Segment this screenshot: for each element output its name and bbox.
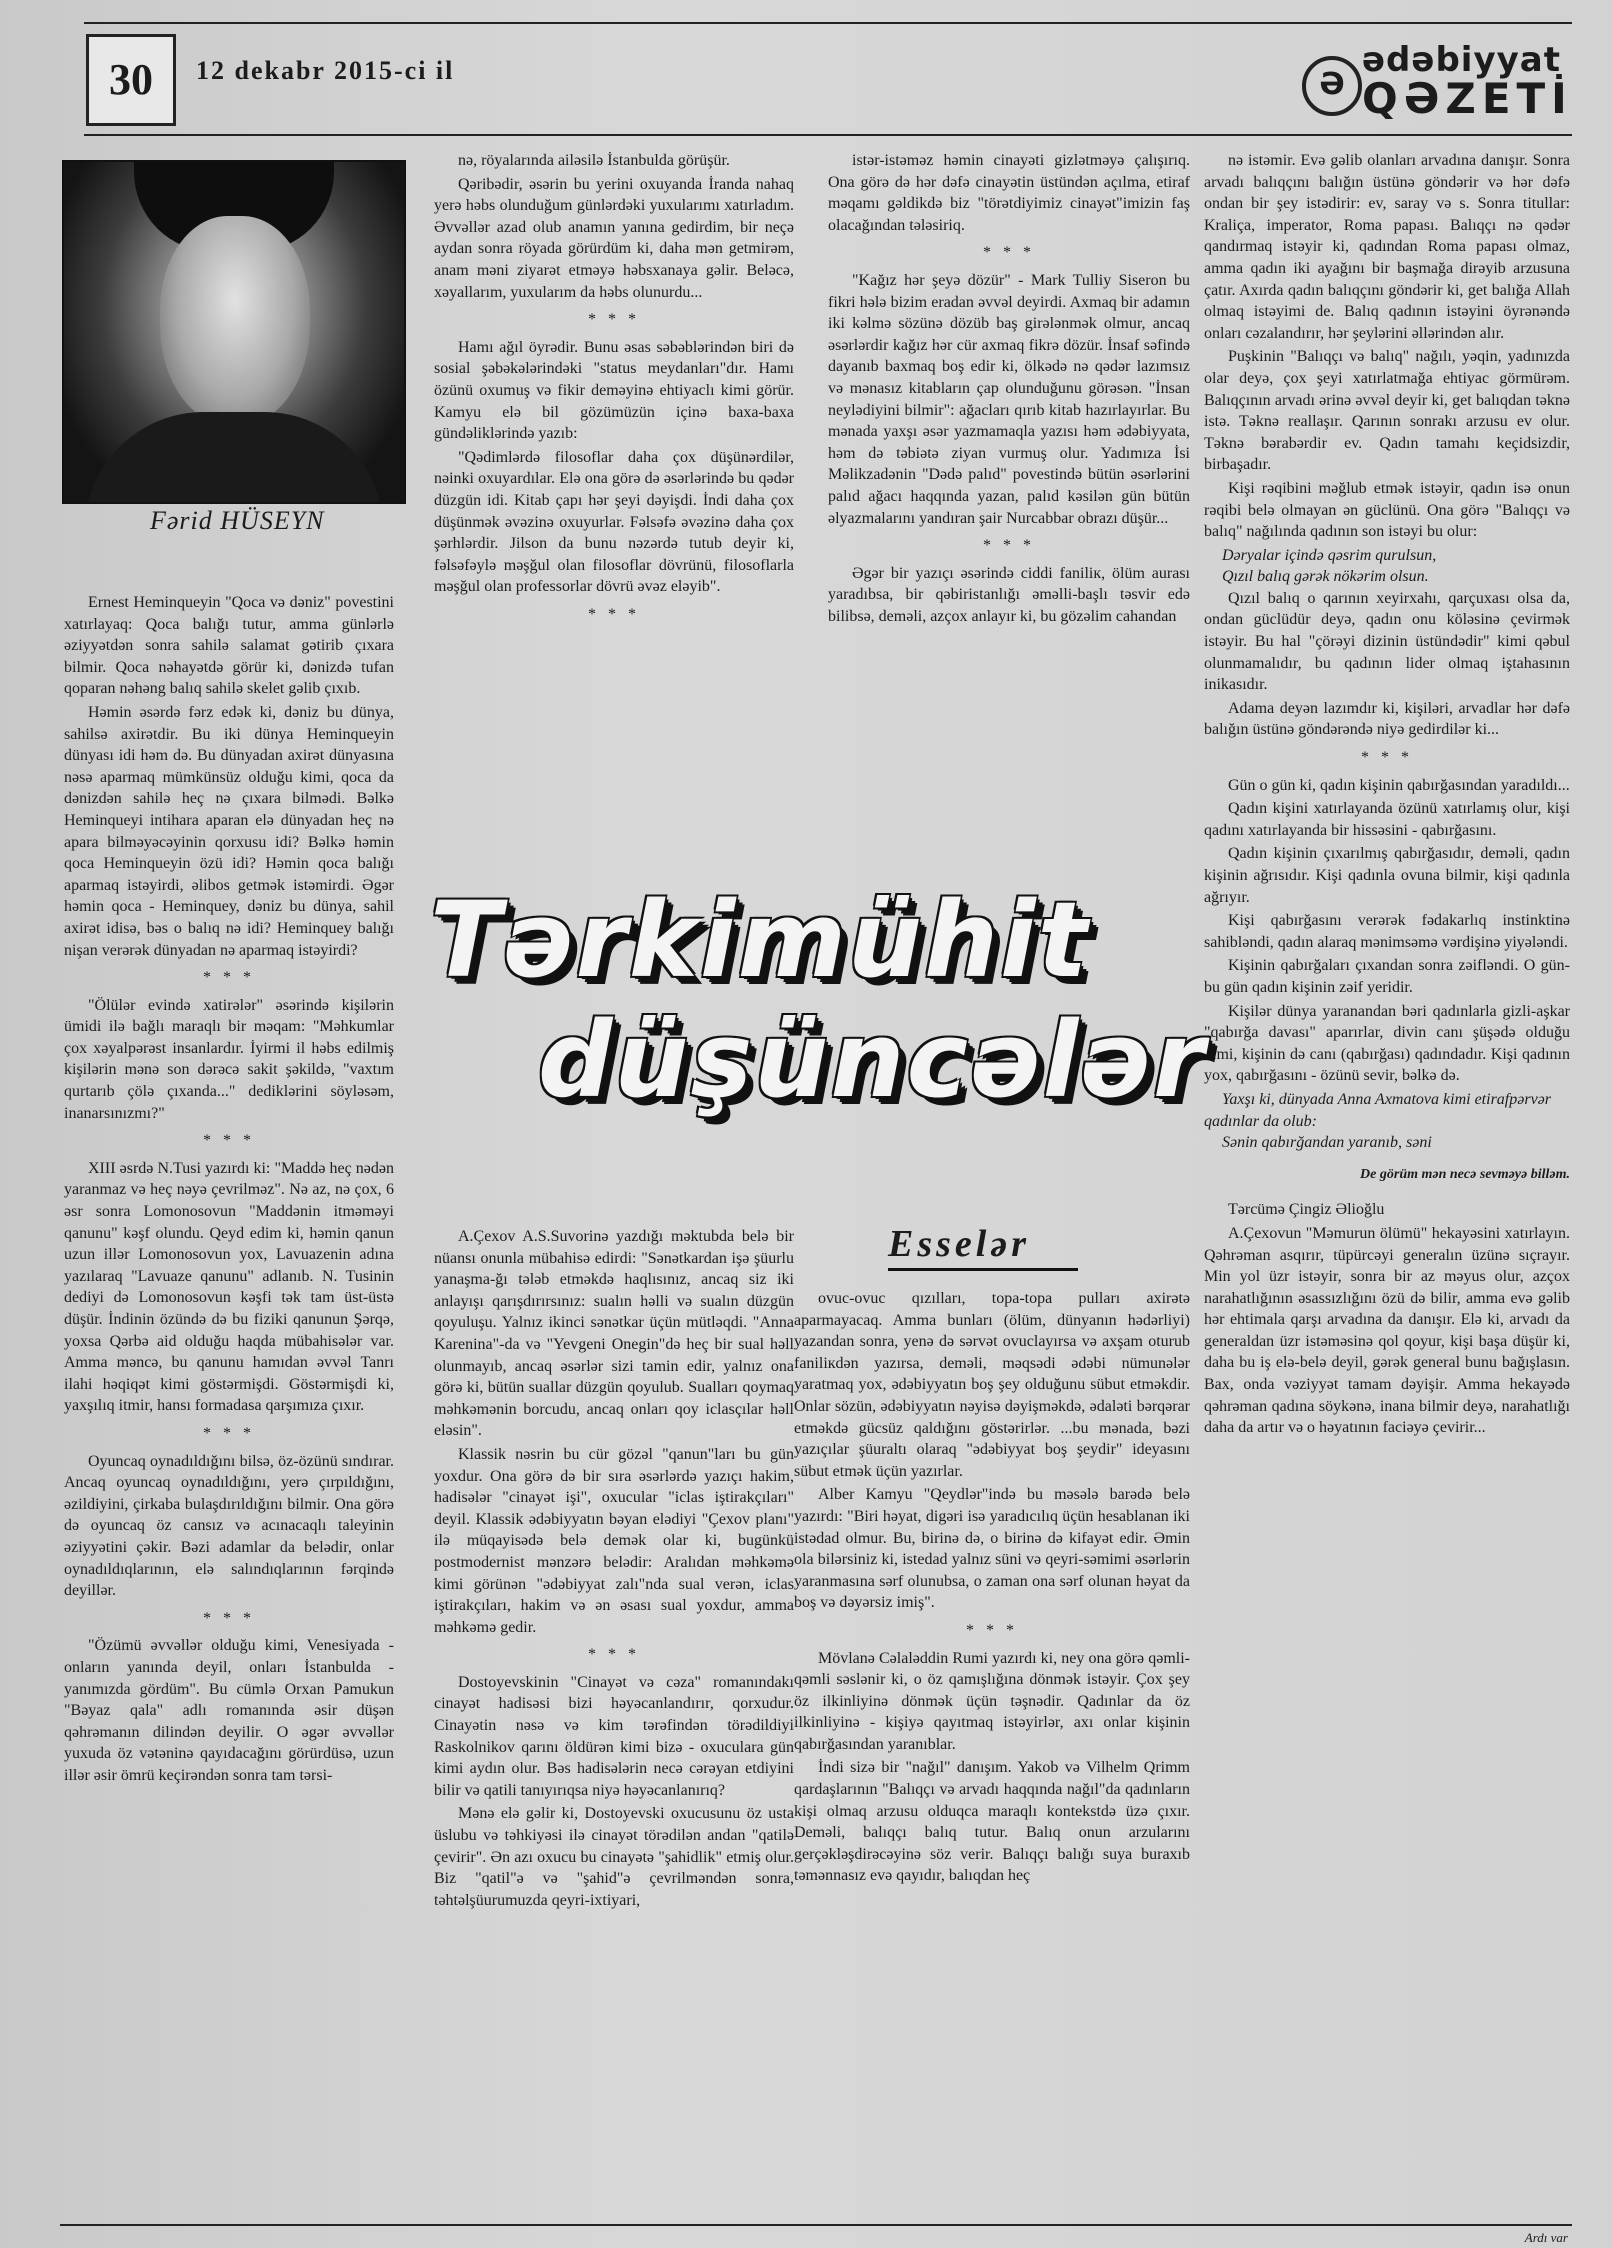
- section-separator: * * *: [1361, 749, 1413, 767]
- column-2-top: [434, 150, 794, 840]
- paragraph: nə, röyalarında ailəsilə İstanbulda görüşür.: [458, 152, 730, 169]
- section-separator: * * *: [983, 537, 1035, 555]
- paragraph: "Kağız hər şeyə dözür" - Mark Tulliy Siseron bu fikri hələ bizim eradan əvvəl deyirdi. Axmaq bir adamın iki kəlmə sözünə dözüb baş girələnmək olmur, ancaq əsərlərdir kağız hər cür axmaq fikrə dözür. İnsaf səfində dayanıb baxmaq boş edir ki, ölkədə nə qədər lazımsız və mənasız kitabların çap olunduğunu görəsən. "İnsan neylədiyini bilmir": ağacları qırıb kitab hazırlayırlar. Bu mənada yaxşı əsər yazmamaqla yazısı həm ədəbiyyata, həm də təbiətə ziyan vurmuş olur. Yadımıza İsi Məlikzadənin "Dədə palıd" povestində bütün əsərlərini palıd ağacı haqqında yazan, palıd kəsilən gün bütün əlyazmalarını yandıran şair Nurcabbar obrazı düşür...: [828, 271, 1190, 527]
- paragraph: "Ölülər evində xatirələr" əsərində kişilərin ümidi ilə bağlı maraqlı bir məqam: "Məhkumlar çox xəyalpərəst insanlardır. İyirmi il həbs edilmiş kişilərin mənə son dərəcə sakit şəkildə, "vaxtım qurtarıb çölə çıxanda..." dediklərini söyləsəm, inanarsınızmı?": [64, 996, 394, 1122]
- rubric-label: Esselər: [888, 1223, 1030, 1265]
- section-separator: * * *: [203, 969, 255, 987]
- column-2-bottom: [434, 1226, 794, 2216]
- paragraph: Ernest Heminqueyin "Qoca və dəniz" povestini xatırlayaq: Qoca balığı tutur, amma günlərlə əziyyətdən sonra sahilə salamat gətirib çıxara bilmir. Qoca nəhayətdə görür ki, dənizdə tufan qoparan nəhəng balıq sahilə skelet gəlib çıxıb.: [64, 594, 394, 698]
- paragraph: Qəribədir, əsərin bu yerini oxuyanda İranda nahaq yerə həbs olunduğum günlərdəki yuxularımı xatırladım. Əvvəllər azad olub anamın yanına gedirdim, bir neçə aydan sonra röyada görürdüm ki, daha mən getmirəm, anam məni ziyarət etməyə həbsxanaya gəlir. Beləcə, xəyallarım, yuxularım da həbs olunurdu...: [434, 175, 794, 301]
- paragraph: Tərcümə Çingiz Əlioğlu: [1228, 1201, 1385, 1219]
- section-separator: * * *: [203, 1609, 255, 1627]
- column-4: [1204, 150, 1570, 2215]
- paragraph: Qadın kişinin çıxarılmış qabırğasıdır, deməli, qadın kişinin ağrısıdır. Kişi qadınla ovuna bilmir, kişi qadınla ağrıyır.: [1204, 845, 1570, 906]
- paragraph: Dostoyevskinin "Cinayət və cəza" romanındakı cinayət hadisəsi bizi həyəcanlandırır, qorxudur. Cinayətin nəsə və kim tərəfindən törədildiyi Raskolnikov qarını öldürən kimi bizə - oxuculara gün kimi aydın olur. Bəs hadisələrin necə cərəyan etdiyini bilir və qatili tanıyırıqsa niyə həyəcanlanırıq?: [434, 1673, 794, 1799]
- paragraph: "Özümü əvvəllər olduğu kimi, Venesiyada - onların yanında deyil, onları İstanbulda - yanımızda gördüm". Bu cümlə Orxan Pamukun "Bəyaz qala" adlı romanında əsir düşən qəhrəmanın dilindən deyilir. O əgər əvvəllər yuxuda öz vətəninə qayıdacağını görürdüsə, uzun illər əsir ömrü keçirəndən sonra tam tərsi-: [64, 1637, 394, 1784]
- translation-credit: De görüm mən necə sevməyə billəm.: [1360, 1166, 1570, 1182]
- column-1: [64, 592, 394, 2217]
- section-separator: * * *: [588, 605, 640, 623]
- paragraph: Əgər bir yazıçı əsərində ciddi faniliк, ölüm aurası yaradıbsa, bir qəbiristanlığı əməlli-başlı təsvir edə bilibsə, deməli, azçox anlayır ki, bu gözəlim cahandan: [828, 564, 1190, 625]
- author-photo: [62, 160, 406, 504]
- paragraph: A.Çexovun "Məmurun ölümü" hekayəsini xatırlayın. Qəhrəman asqırır, tüpürcəyi generalın üzünə sıçrayır. Min yol üzr istəyir, sonra bir az məyus olur, azçox narahatlığının əsassızlığını özü də bilir, amma evə gəlib hər ehtimala qarşı arvadına da danışır. Elə ki, arvadı da generaldan üzr istəməsinə qol qoyur, kişi başa düşür ki, daha bu iş elə-belə deyil, gərək general bunu bağışlasın. Bax, onda vəziyyət tamam dəyişir. Amma hekayədə qəhrəman qadına söykənə, inana bilmir deyə, narahatlığı daha da artır və o həyatının faciəyə çevirir...: [1204, 1224, 1570, 1437]
- footer-rule: [60, 2224, 1572, 2226]
- paragraph: XIII əsrdə N.Tusi yazırdı ki: "Maddə heç nədən yaranmaz və heç nəyə çevrilməz". Nə az, nə çox, 6 əsr sonra Lomonosovun "Maddənin itməməyi qanunu" kəşf olundu. Qeyd edim ki, həmin qanun uzun illər Lomonosovun yox, Lavuazenin adına yazılaraq "Lavuaze qanunu" adlanıb. N. Tusinin dediyi də Lomonosovun kəşfi tək tam üst-üstə düşür. İndinin özündə də bu fiziki qanunun Şərqə, yoxsa Qərbə aid olduğu haqda mübahisələr var. Amma məncə, bu qanunu hamıdan əvvəl Tanrı ilahi həqiqət kimi göstərmişdi. Göstərmişdi ki, yaxşılıq itmir, hansı formadasa qarşımıza çıxır.: [64, 1159, 394, 1415]
- logo-top-text: ədəbiyyat: [1362, 40, 1561, 80]
- paragraph: Qızıl balıq o qarının xeyirxahı, qarçuxası olsa da, ondan güclüdür deyə, qadın onu köləsinə çevirmək istəyir. Bu hal "çörəyi dizinin üstündədir" kimi qəbul olunmamalıdır, bu qadının lider olmaq iştahasının inikasıdır.: [1204, 589, 1570, 694]
- paragraph: nə istəmir. Evə gəlib olanları arvadına danışır. Sonra arvadı balıqçını balığın üstünə göndərir və hər dəfə ondan bir şey istədirir: ev, saray və s. Sonra titullar: Kraliça, imperator, Roma papası. Balıqçı nə qədər qandırmaq istəyir ki, qadından Roma papası olmaz, amma qadın iki ayağını bir başmağa dirəyib arzusuna çatır. Axırda qadın balıqçını göndərir ki, get balığa Allah olmaq istəyimi de. Balıq qadının istəyini öyrənəndə onları cəzalandırır, hər şeylərini əllərindən alır.: [1204, 152, 1570, 342]
- section-separator: * * *: [966, 1621, 1018, 1639]
- paragraph: Qadın kişini xatırlayanda özünü xatırlamış olur, kişi qadını xatırlayanda bir hissəsini - qabırğasını.: [1204, 800, 1570, 839]
- photo-face: [160, 216, 310, 426]
- paragraph: Həmin əsərdə fərz edək ki, dəniz bu dünya, sahilsə axirətdir. Bu iki dünya Heminqueyin dünyası idi həm də. Bu dünyadan axirət dünyasına nəsə aparmaq mümkünsüz olduğu kimi, qoca da dənizdən sahilə heç nə çıxara bilmədi. Bəlkə Heminqueyi intihara aparan elə dünyadan heç nə apara bilməyəcəyinin qorxusu idi? Bəlkə həmin qoca Heminqueyin özü idi? Həmin qoca balığı aparmaq istəyirdi, əlibos getmək istəmirdi. Əgər həmin qoca - Heminquey, dəniz bu dünya, sahil axirət idisə, bəs o balıq nə idi? Heminquey balığı nişan verərək dünyadan nə aparmaq istəyirdi?: [64, 703, 394, 959]
- paragraph: Kişinin qabırğaları çıxandan sonra zəifləndi. O gün-bu gün qadın kişinin zəif yeridir.: [1204, 957, 1570, 996]
- page-number: 30: [86, 34, 176, 126]
- section-separator: * * *: [588, 311, 640, 329]
- paragraph: Hamı ağıl öyrədir. Bunu əsas səbəblərindən biri də sosial şəbəkələrindəki "status meydanları"dır. Hamı özünü oxumuş və fikir deməyinə ehtiyaclı kimi görür. Kamyu elə bil gözümüzün içinə baxa-baxa gündəliklərində yazıb:: [434, 338, 794, 443]
- photo-shoulders: [84, 412, 384, 504]
- page-header: [84, 22, 1572, 136]
- paragraph: Puşkinin "Balıqçı və balıq" nağılı, yəqin, yadınızda olar deyə, çox şeyi xatırlatmağa ehtiyac görmürəm. Balıqçının arvadı ərinə əvvəl deyir ki, get balıqdan təknə istə. Təknə reallaşır. Qarının sonrakı arzusu ev olur. Təknə bərabərdir ev. Qadın tamahı keçidsizdir, birbaşadır.: [1204, 348, 1570, 474]
- column-3-top: [828, 150, 1190, 890]
- section-separator: * * *: [983, 244, 1035, 262]
- paragraph: A.Çexov A.S.Suvorinə yazdığı məktubda belə bir nüansı onunla mübahisə edirdi: "Sənətkardan işə şüurlu yanaşma-ğı tələb etməkdə haqlısınız, ancaq siz iki anlayışı qarışdırırsınız: sualın həlli və sualın düzgün qoyuluşu. Yalnız ikinci sənətkar üçün mütləqdi. "Anna Karenina"-da və "Yevgeni Onegin"də heç bir sual həll olunmayıb, ancaq əsərlər sizi tamin edir, yalnız ona görə ki, bütün suallar düzgün qoyulub. Sualları qoymaq məhkəmənin borcudu, ancaq onları qoy iclasçılar həll eləsin".: [434, 1228, 794, 1440]
- title-line-1: Tərkimühit: [430, 879, 1090, 1001]
- verse-line: Yaxşı ki, dünyada Anna Axmatova kimi etirafpərvər qadınlar da olub:: [1204, 1090, 1551, 1130]
- paragraph: Kişi qabırğasını verərək fədakarlıq instinktinə sahibləndi, qadın alaraq mənimsəmə vərdişinə yiyələndi.: [1204, 912, 1570, 951]
- paragraph: Oyuncaq oynadıldığını bilsə, öz-özünü sındırar. Ancaq oyuncaq oynadıldığını, yerə çırpıldığını, əzildiyini, çirkaba bulaşdırıldığını bilmir. Ona görə də oyuncaq öz cansız və acınacaqlı taleyinin əziyyətini çəkir. Bəzi adamlar da belədir, onlar oynadıldıqlarının, elə salındıqlarının fərqində deyillər.: [64, 1452, 394, 1600]
- paragraph: Gün o gün ki, qadın kişinin qabırğasından yaradıldı...: [1228, 776, 1570, 794]
- paragraph: Mövlanə Cəlaləddin Rumi yazırdı ki, ney ona görə qəmli-qəmli səslənir ki, o öz qamışlığına dönmək istəyir. Çox şey öz ilkinliyinə dönmək üçün təşnədir. Qadınlar da öz ilkinliyinə - kişiyə qayıtmaq istəyirlər, axı onlar kişinin qabırğasından yaranıblar.: [794, 1649, 1190, 1753]
- paragraph: Kişi rəqibini məğlub etmək istəyir, qadın isə onun rəqibi belə olmayan ən güclünü. Ona görə "Balıqçı və balıq" nağılında qadının son istəyi bu olur:: [1204, 479, 1570, 541]
- paragraph: Alber Kamyu "Qeydlər"ində bu məsələ barədə belə yazırdı: "Biri həyat, digəri isə yaradıcılıq üçün hesablanan iki istədad olmur. Bu, birinə də, o birinə də kifayət edir. Əmin ola bilərsiniz ki, istedad yalnız süni və qeyri-səmimi əsərlərin yaranmasına sərf olunubsa, o zaman ona sərf olunan həyat da boş və dəyərsiz imiş".: [794, 1486, 1190, 1612]
- paragraph: "Qədimlərdə filosoflar daha çox düşünərdilər, nəinki oxuyardılar. Elə ona görə də əsərlərində bu qədər düzgün idi. Kitab çapı hər şeyi dəyişdi. İndi daha çox düşünmək əvəzinə oxuyurlar. Fəlsəfə əvəzinə daha çox şərhlərdir. Jilson da bunu nəzərdə tutub deyir ki, fəlsəfəylə məşğul olan filosoflar dövrünü, filosoflarla məşğul olan professorlar dövrü əvəz eləyib".: [434, 448, 794, 596]
- rubric-underline: [888, 1268, 1078, 1271]
- newspaper-logo: [1302, 38, 1573, 123]
- issue-date: 12 dekabr 2015-ci il: [196, 56, 455, 85]
- verse-line: Sənin qabırğandan yaranıb, səni: [1222, 1134, 1432, 1152]
- continued-note: Ardı var: [1524, 2230, 1568, 2245]
- article-title: [430, 879, 1207, 1121]
- author-name: Fərid HÜSEYN: [150, 506, 325, 535]
- section-separator: * * *: [203, 1132, 255, 1150]
- verse-line: Qızıl balıq gərək nökərim olsun.: [1222, 568, 1429, 586]
- section-separator: * * *: [203, 1424, 255, 1442]
- logo-bottom-text: QƏZETİ: [1362, 74, 1573, 123]
- paragraph: ovuc-ovuc qızılları, topa-topa pulları axirətə aparmayacaq. Amma bunları (ölüm, dünyanın hədərliyi) yazandan sonra, yenə də sərvət ovuclayırsa və axşam oturub faniliкdən yazırsa, deməli, məqsədi ədəbi nümunələr yaratmaq yox, ədəbiyyatın boş şey olduğunu sübut etməkdir. Onlar sözün, ədəbiyyatın nəyisə dəyişməkdə, ədaləti bərqərar etməkdə gücsüz qaldığını göstərirlər. ...bu mənada, bəzi yazıçılar şüuraltı olaraq "ədəbiyyat boş şeydir" ideyasını sübut etmək üçün yazırlar.: [794, 1290, 1190, 1480]
- section-separator: * * *: [588, 1646, 640, 1664]
- logo-emblem-icon: Ə: [1302, 56, 1362, 116]
- paragraph: Mənə elə gəlir ki, Dostoyevski oxucusunu öz usta üslubu və təhkiyəsi ilə cinayət törədilən andan "qatilə çevirir". Ən azı oxucu bu cinayətə "şahidlik" etmiş olur. Biz "qatil"ə və "şahid"ə çevrilməndən sonra, təhtəlşüurumuzda qeyri-ixtiyari,: [434, 1805, 794, 1909]
- paragraph: İndi sizə bir "nağıl" danışım. Yakob və Vilhelm Qrimm qardaşlarının "Balıqçı və arvadı haqqında nağıl"da qadınların kişi olmaq arzusu olduqca maraqlı kontekstdə üzə çıxır. Deməli, balıqçı balıq tutur. Balıq onun arzularını gerçəkləşdirəcəyinə söz verir. Balıqçı balığı suya buraxıb təmənnasız evə qayıdır, balıqdan heç: [794, 1759, 1190, 1885]
- title-line-2: düşüncələr: [538, 999, 1207, 1121]
- paragraph: Kişilər dünya yaranandan bəri qadınlarla gizli-aşkar "qabırğa davası" aparırlar, divin canı şüşədə olduğu kimi, kişinin də canı (qabırğası) qadındadır. Kişi qadının yox, qabırğasını - özünü sevir, bəlkə də.: [1204, 1002, 1570, 1085]
- paragraph: Adama deyən lazımdır ki, kişiləri, arvadlar hər dəfə balığın üstünə göndərəndə niyə gedirdilər ki...: [1204, 699, 1570, 739]
- verse-line: Dəryalar içində qəsrim qurulsun,: [1222, 546, 1437, 564]
- column-3-bottom: [794, 1288, 1190, 2216]
- paragraph: istər-istəməz həmin cinayəti gizlətməyə çalışırıq. Ona görə də hər dəfə cinayətin üstündən açılma, etiraf məqamı gəldikdə biz "törətdiyimiz cinayət"imizin faş olacağından tələsiriq.: [828, 152, 1190, 234]
- paragraph: Klassik nəsrin bu cür gözəl "qanun"ları bu gün yoxdur. Ona görə də bir sıra əsərlərdə yazıçı hakim, hadisələr "cinayət işi", oxucular "iclas iştirakçıları" deyil. Klassik ədəbiyyatın bəyan elədiyi "Çexov planı" ilə müqayisədə belə demək olar ki, bugünkü postmodernist mənzərə belədir: Aralıdan məhkəmə kimi görünən "ədəbiyyat zalı"nda sual verən, iclas iştirakçıları, hakim və ən əsası sual yoxdur, amma məhkəmə gedir.: [434, 1445, 794, 1636]
